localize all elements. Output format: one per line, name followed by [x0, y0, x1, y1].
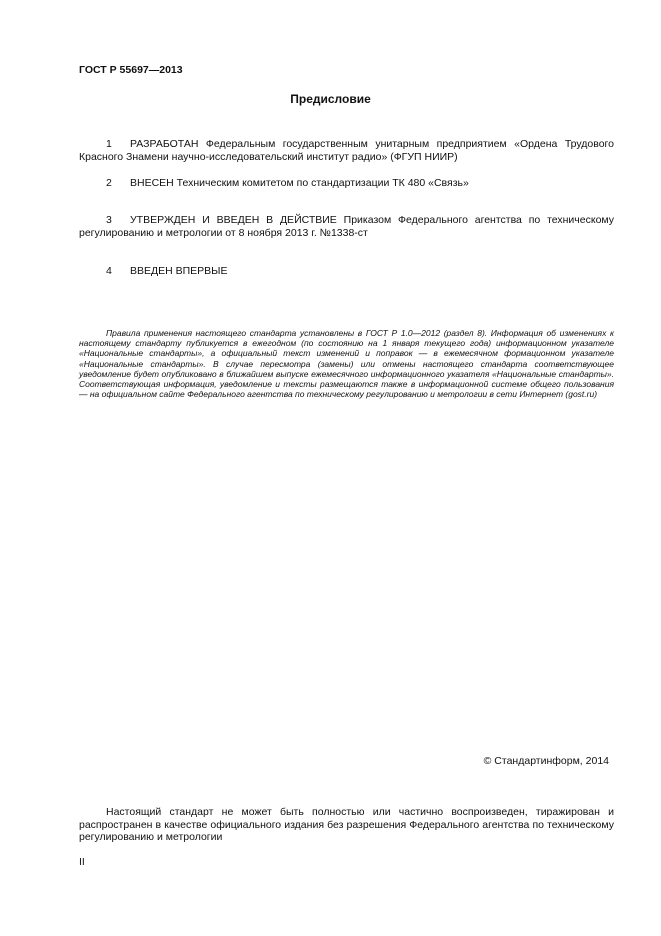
- page-number: II: [79, 856, 85, 868]
- list-item: [79, 177, 614, 190]
- item-number: 1: [106, 138, 112, 150]
- copyright-notice: © Стандартинформ, 2014: [483, 755, 609, 767]
- item-text: РАЗРАБОТАН Федеральным государственным унитарным предприятием «Ордена Трудового Красного Знамени научно-исследовательский институт радио» (ФГУП НИИР): [79, 138, 614, 163]
- application-note: Правила применения настоящего стандарта установлены в ГОСТ Р 1.0—2012 (раздел 8). Информация об изменениях к настоящему стандарту публикуется в ежегодном (по состоянию на 1 января текущего года) информационном указателе «Национальные стандарты», а официальный текст изменений и поправок — в ежемесячном формационном указателе «Национальные стандарты». В случае пересмотра (замены) или отмены настоящего стандарта соответствующее уведомление будет опубликовано в ближайшем выпуске ежемесячного информационного указателя «Национальные стандарты». Соответствующая информация, уведомление и тексты размещаются также в информационной системе общего пользования — на официальном сайте Федерального агентства по техническому регулированию и метрологии в сети Интернет (gost.ru): [79, 328, 614, 400]
- item-text: УТВЕРЖДЕН И ВВЕДЕН В ДЕЙСТВИЕ Приказом Федерального агентства по техническому регулированию и метрологии от 8 ноября 2013 г. №1338-ст: [79, 214, 614, 239]
- item-text: ВНЕСЕН Техническим комитетом по стандартизации ТК 480 «Связь»: [130, 177, 469, 189]
- list-item: [79, 214, 614, 239]
- item-number: 4: [106, 265, 112, 277]
- item-number: 2: [106, 177, 112, 189]
- item-number: 3: [106, 214, 112, 226]
- list-item: [79, 138, 614, 163]
- list-item: [79, 265, 614, 278]
- document-code: ГОСТ Р 55697—2013: [79, 64, 183, 76]
- page-title: Предисловие: [290, 92, 371, 106]
- reproduction-restriction: Настоящий стандарт не может быть полностью или частично воспроизведен, тиражирован и распространен в качестве официального издания без разрешения Федерального агентства по техническому регулированию и метрологии: [79, 806, 614, 843]
- item-text: ВВЕДЕН ВПЕРВЫЕ: [130, 265, 228, 277]
